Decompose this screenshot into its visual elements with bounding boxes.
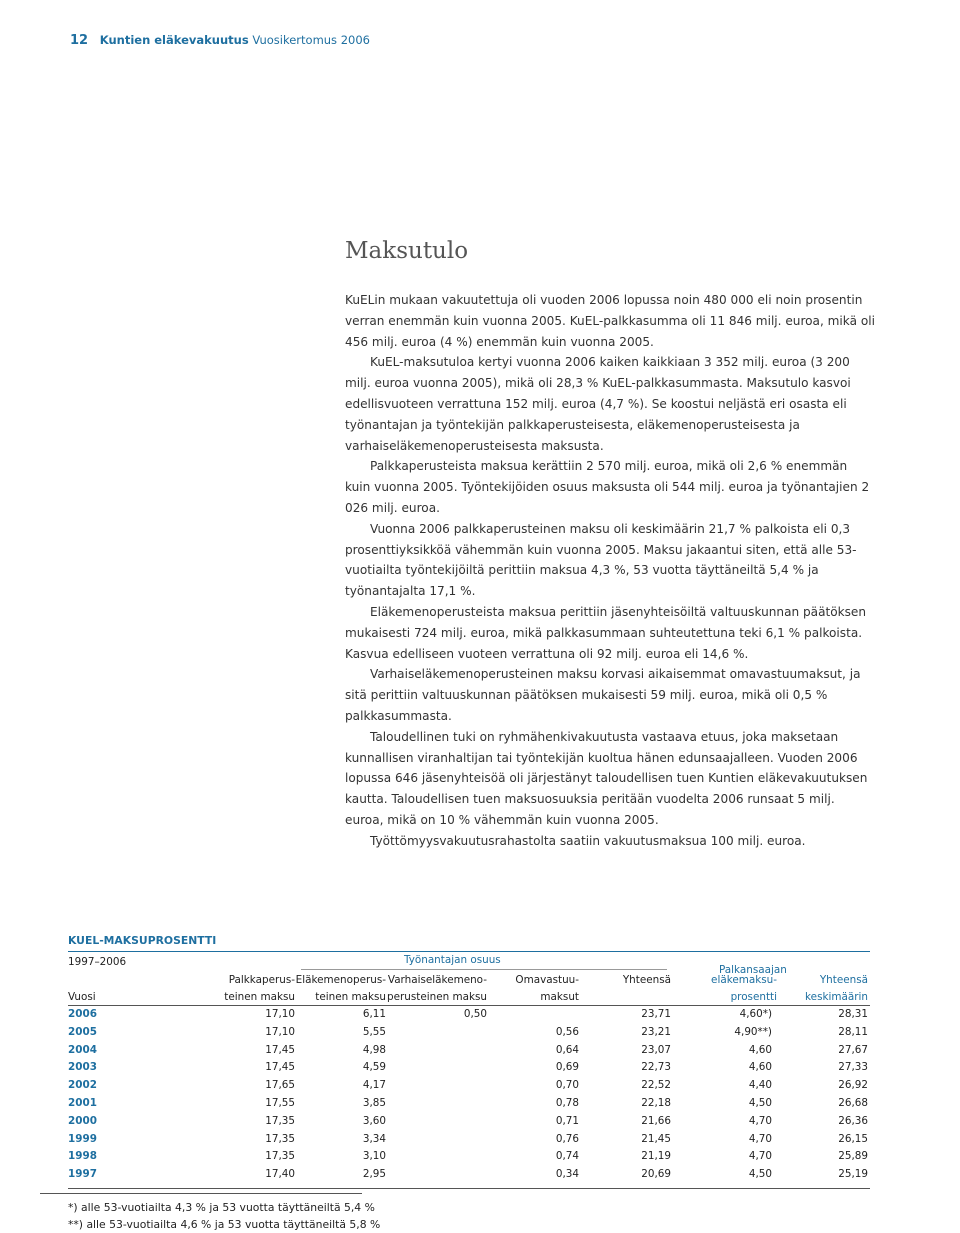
header-grand-2: keskimäärin: [805, 991, 868, 1003]
cell-year: 2004: [68, 1043, 97, 1056]
header-own-2: maksut: [540, 991, 579, 1003]
cell-year: 1999: [68, 1132, 97, 1145]
cell-total: 22,18: [641, 1096, 671, 1109]
cell-own: 0,56: [555, 1025, 579, 1038]
cell-grand: 28,11: [838, 1025, 868, 1038]
cell-employee: 4,70: [748, 1132, 772, 1145]
cell-pension: 3,85: [362, 1096, 386, 1109]
cell-total: 23,21: [641, 1025, 671, 1038]
table-row: [68, 1059, 870, 1077]
header-salary-1: Palkkaperus-: [228, 974, 295, 986]
cell-salary: 17,35: [265, 1114, 295, 1127]
footnote: **) alle 53-vuotiailta 4,6 % ja 53 vuotta täyttäneiltä 5,8 %: [68, 1218, 381, 1231]
cell-salary: 17,10: [265, 1008, 295, 1020]
cell-year: 1997: [68, 1168, 97, 1181]
cell-employee: 4,60: [748, 1043, 772, 1056]
cell-salary: 17,65: [265, 1079, 295, 1092]
cell-employee: 4,50: [748, 1168, 772, 1181]
footnote: *) alle 53-vuotiailta 4,3 % ja 53 vuotta täyttäneiltä 5,4 %: [68, 1201, 375, 1214]
cell-year: 2006: [68, 1008, 97, 1020]
employee-group-label: Palkansaajan: [719, 964, 787, 976]
table-bottom-rule: [68, 1188, 870, 1189]
cell-salary: 17,10: [265, 1025, 295, 1038]
cell-grand: 26,36: [838, 1114, 868, 1127]
cell-employee: 4,40: [748, 1079, 772, 1092]
header-grand-1: Yhteensä: [819, 974, 868, 986]
cell-pension: 3,10: [362, 1150, 386, 1163]
cell-salary: 17,45: [265, 1043, 295, 1056]
cell-year: 2001: [68, 1096, 97, 1109]
cell-year: 1998: [68, 1150, 97, 1163]
cell-total: 23,07: [641, 1043, 671, 1056]
cell-own: 0,70: [555, 1079, 579, 1092]
cell-year: 2003: [68, 1061, 97, 1074]
cell-employee: 4,70: [748, 1150, 772, 1163]
cell-own: 0,74: [555, 1150, 579, 1163]
paragraph: KuELin mukaan vakuutettuja oli vuoden 2006 lopussa noin 480 000 eli noin prosentin verran enemmän kuin vuonna 2005. KuEL-palkkasumma oli 11 846 milj. euroa, mikä oli 456 milj. euroa (4 %) enemmän kuin vuonna 2005.: [345, 293, 875, 349]
paragraph: KuEL-maksutuloa kertyi vuonna 2006 kaiken kaikkiaan 3 352 milj. euroa (3 200 milj. euroa vuonna 2005), mikä oli 28,3 % KuEL-palkkasummasta. Maksutulo kasvoi edellisvuoteen verrattuna 152 milj. euroa (4,7 %). Se koostui neljästä eri osasta eli työnantajan ja työntekijän palkkaperusteisesta, eläkemenoperusteisesta ja varhaiseläkemenoperusteisesta maksusta.: [345, 355, 851, 453]
page-header: [70, 33, 370, 48]
paragraph: Eläkemenoperusteista maksua perittiin jäsenyhteisöiltä valtuuskunnan päätöksen mukaisesti 724 milj. euroa, mikä palkkasummaan suhteutettuna teki 6,1 % palkoista. Kasvua edelliseen vuoteen verrattuna oli 92 milj. euroa eli 14,6 %.: [345, 604, 867, 661]
cell-pension: 5,55: [362, 1025, 386, 1038]
table-row: [68, 1148, 870, 1166]
cell-employee: 4,60: [748, 1061, 772, 1074]
header-pension-2: teinen maksu: [315, 991, 386, 1003]
table-row: [68, 1166, 870, 1184]
paragraph: Vuonna 2006 palkkaperusteinen maksu oli keskimäärin 21,7 % palkoista eli 0,3 prosenttiyksikköä vähemmän kuin vuonna 2005. Maksu jakaantui siten, että alle 53-vuotiailta työntekijöiltä perittiin maksua 4,3 %, 53 vuotta täyttäneiltä 5,4 % ja työnantajalta 17,1 %.: [345, 521, 857, 599]
page-number: 12: [70, 33, 89, 48]
cell-total: 22,73: [641, 1061, 671, 1074]
cell-own: 0,76: [555, 1132, 579, 1145]
cell-year: 2002: [68, 1079, 97, 1092]
cell-employee: 4,70: [748, 1114, 772, 1127]
footnotes: [68, 1199, 380, 1233]
header-year: Vuosi: [68, 991, 96, 1003]
cell-grand: 25,89: [838, 1150, 868, 1163]
cell-grand: 27,67: [838, 1043, 868, 1056]
cell-total: 21,66: [641, 1114, 671, 1127]
cell-early: 0,50: [463, 1008, 487, 1020]
cell-total: 22,52: [641, 1079, 671, 1092]
cell-total: 23,71: [641, 1008, 671, 1020]
cell-salary: 17,40: [265, 1168, 295, 1181]
table-row: [68, 1006, 870, 1024]
employer-group-label: Työnantajan osuus: [404, 954, 501, 966]
cell-grand: 26,92: [838, 1079, 868, 1092]
table-row: [68, 1131, 870, 1149]
cell-pension: 2,95: [362, 1168, 386, 1181]
publication-name: Kuntien eläkevakuutus: [99, 33, 249, 47]
cell-total: 20,69: [641, 1168, 671, 1181]
cell-grand: 28,31: [838, 1008, 868, 1020]
header-early-1: Varhaiseläkemeno-: [387, 974, 487, 986]
table-row: [68, 1077, 870, 1095]
header-early-2: perusteinen maksu: [387, 991, 487, 1003]
cell-salary: 17,35: [265, 1150, 295, 1163]
cell-own: 0,71: [555, 1114, 579, 1127]
cell-pension: 3,34: [362, 1132, 386, 1145]
cell-employee: 4,50: [748, 1096, 772, 1109]
table-row: [68, 1042, 870, 1060]
cell-own: 0,69: [555, 1061, 579, 1074]
cell-year: 2005: [68, 1025, 97, 1038]
cell-salary: 17,45: [265, 1061, 295, 1074]
header-employee-2: prosentti: [730, 991, 777, 1003]
cell-pension: 3,60: [362, 1114, 386, 1127]
cell-grand: 27,33: [838, 1061, 868, 1074]
cell-salary: 17,55: [265, 1096, 295, 1109]
table-row: [68, 1024, 870, 1042]
fee-table: [68, 934, 870, 1189]
employer-group-rule: [301, 969, 667, 970]
cell-employee: 4,90**): [734, 1025, 772, 1038]
header-own-1: Omavastuu-: [515, 974, 579, 986]
cell-pension: 4,17: [362, 1079, 386, 1092]
cell-grand: 26,68: [838, 1096, 868, 1109]
paragraph: Varhaiseläkemenoperusteinen maksu korvasi aikaisemmat omavastuumaksut, ja sitä perittiin valtuuskunnan päätöksen mukaisesti 59 milj. euroa, mikä oli 0,5 % palkkasummasta.: [345, 667, 861, 723]
paragraph: Palkkaperusteista maksua kerättiin 2 570 milj. euroa, mikä oli 2,6 % enemmän kuin vuonna 2005. Työntekijöiden osuus maksusta oli 544 milj. euroa ja työnantajien 2 026 milj. euroa.: [345, 459, 870, 515]
table-period: 1997–2006: [68, 956, 127, 968]
cell-grand: 26,15: [838, 1132, 868, 1145]
cell-grand: 25,19: [838, 1168, 868, 1181]
footnote-rule: [40, 1193, 362, 1194]
cell-own: 0,64: [555, 1043, 579, 1056]
table-title: KUEL-MAKSUPROSENTTI: [68, 934, 217, 947]
cell-pension: 4,98: [362, 1043, 386, 1056]
cell-total: 21,19: [641, 1150, 671, 1163]
table-row: [68, 1095, 870, 1113]
header-pension-1: Eläkemenoperus-: [295, 974, 386, 986]
table-row: [68, 1113, 870, 1131]
paragraph: Taloudellinen tuki on ryhmähenkivakuutusta vastaava etuus, joka maksetaan kunnallisen viranhaltijan tai työntekijän kuoltua hänen edunsaajalleen. Vuoden 2006 lopussa 646 jäsenyhteisöä oli järjestänyt taloudellisen tuen Kuntien eläkevakuutuksen kautta. Taloudellisen tuen maksuosuuksia peritään vuodelta 2006 runsaat 5 milj. euroa, mikä on 10 % vähemmän kuin vuonna 2005.: [345, 729, 868, 827]
cell-year: 2000: [68, 1114, 97, 1127]
cell-pension: 4,59: [362, 1061, 386, 1074]
cell-own: 0,78: [555, 1096, 579, 1109]
cell-total: 21,45: [641, 1132, 671, 1145]
header-salary-2: teinen maksu: [224, 991, 295, 1003]
header-total: Yhteensä: [622, 974, 671, 986]
table-body: [68, 1006, 870, 1184]
header-employee-1: eläkemaksu-: [711, 974, 777, 986]
table-header: [68, 952, 870, 1005]
cell-salary: 17,35: [265, 1132, 295, 1145]
cell-own: 0,34: [555, 1168, 579, 1181]
section-body: [345, 290, 875, 852]
section-title: Maksutulo: [345, 238, 469, 264]
report-name: Vuosikertomus 2006: [252, 33, 370, 47]
paragraph: Työttömyysvakuutusrahastolta saatiin vakuutusmaksua 100 milj. euroa.: [370, 833, 806, 848]
cell-employee: 4,60*): [739, 1008, 772, 1020]
cell-pension: 6,11: [362, 1008, 386, 1020]
